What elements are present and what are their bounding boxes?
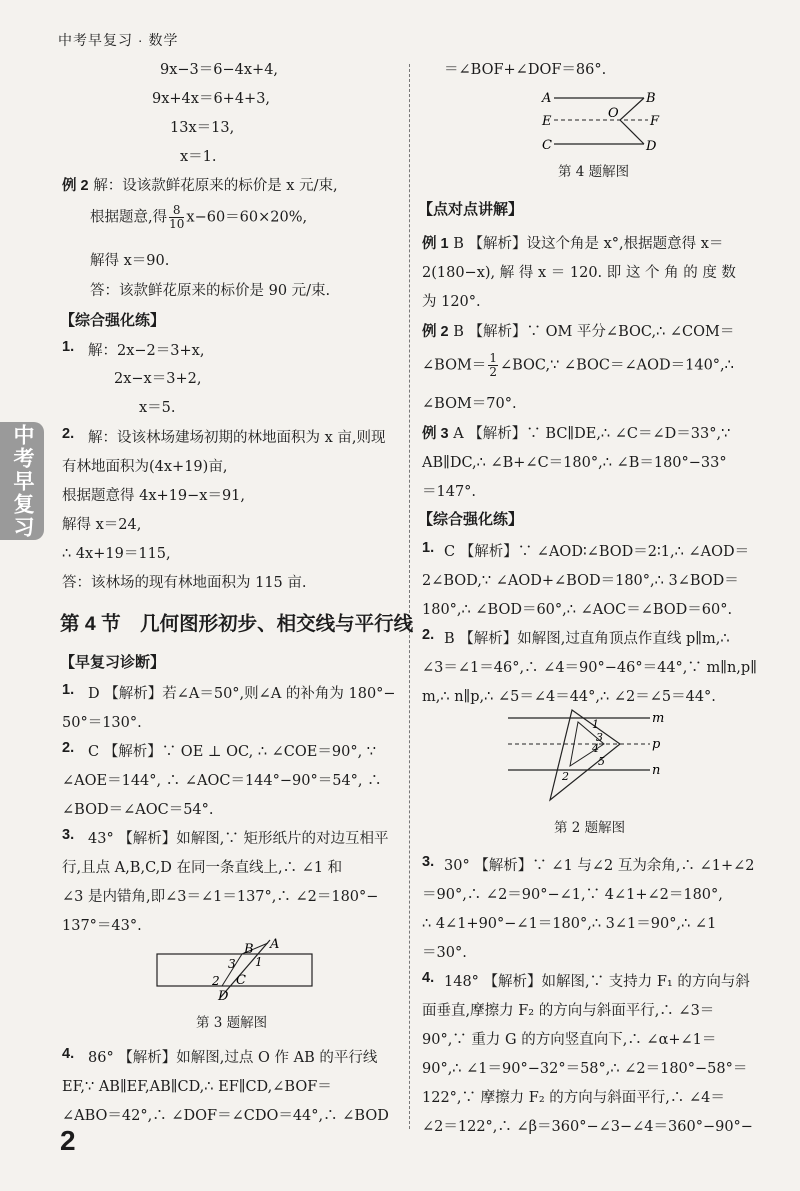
p2-line: ∠BOD＝∠AOC＝54°. — [62, 802, 214, 818]
angle-BOD — [620, 98, 644, 144]
p4-line: 86° 【解析】如解图,过点 O 作 AB 的平行线 — [88, 1050, 378, 1066]
e1-line: B 【解析】设这个角是 x°,根据题意得 x＝ — [453, 236, 724, 252]
e1-line: 2(180−x), 解 得 x ＝ 120. 即 这 个 角 的 度 数 — [422, 265, 736, 281]
fraction-denominator: 10 — [169, 217, 185, 231]
s4-line: 面垂直,摩擦力 F₂ 的方向与斜面平行,∴ ∠3＝ — [422, 1003, 715, 1019]
eq-prefix: ∠BOM＝ — [422, 357, 487, 374]
eq-line: 9x+4x＝6+4+3, — [152, 91, 271, 107]
question-number: 1. — [422, 540, 435, 556]
p1-line: D 【解析】若∠A＝50°,则∠A 的补角为 180°− — [88, 686, 396, 702]
example-2 — [422, 320, 734, 341]
p2-line: C 【解析】∵ OE ⊥ OC, ∴ ∠COE＝90°, ∵ — [88, 744, 377, 760]
label-C: C — [236, 973, 246, 988]
label-A: A — [270, 938, 280, 952]
p3-line: 43° 【解析】如解图,∵ 矩形纸片的对边互相平 — [88, 831, 389, 847]
label-C: C — [542, 138, 552, 153]
page-number: 2 — [60, 1125, 76, 1156]
solution-line: 解得 x＝90. — [90, 253, 170, 269]
s1-line: C 【解析】∵ ∠AOD∶∠BOD＝2∶1,∴ ∠AOD＝ — [444, 544, 750, 560]
question-number: 1. — [62, 682, 75, 698]
label-2: 2 — [562, 770, 569, 783]
q2-line: 根据题意得 4x+19−x＝91, — [62, 488, 245, 504]
fraction — [169, 204, 184, 231]
eq-prefix: 根据题意,得 — [90, 209, 168, 226]
figure-caption: 第 4 题解图 — [558, 164, 630, 180]
question-number: 2. — [422, 627, 435, 643]
e3-line: ＝147°. — [422, 484, 477, 500]
label-A: A — [542, 91, 552, 106]
s4-line: 90°,∴ ∠1＝90°−32°＝58°,∴ ∠2＝180°−58°＝ — [422, 1061, 748, 1077]
side-tab: 中考早复习 — [0, 422, 44, 540]
fraction-denominator: 2 — [489, 365, 497, 379]
label-2: 2 — [212, 974, 220, 988]
example-3 — [422, 422, 730, 443]
figure-caption: 第 2 题解图 — [554, 820, 626, 836]
question-number: 1. — [62, 339, 75, 355]
label-B: B — [244, 942, 254, 957]
question-number: 4. — [62, 1046, 75, 1062]
example-2 — [62, 174, 338, 195]
s1-line: 2∠BOD,∵ ∠AOD+∠BOD＝180°,∴ 3∠BOD＝ — [422, 573, 739, 589]
example-label: 例 1 — [422, 236, 449, 252]
figure-q3 — [152, 938, 322, 1008]
p4-line: ∠ABO＝42°,∴ ∠DOF＝∠CDO＝44°,∴ ∠BOD — [62, 1108, 389, 1124]
s3-line: ＝30°. — [422, 945, 467, 961]
figure-q4 — [540, 88, 670, 156]
p4-line: EF,∵ AB∥EF,AB∥CD,∴ EF∥CD,∠BOF＝ — [62, 1079, 332, 1095]
label-p: p — [652, 737, 661, 752]
column-divider — [409, 64, 411, 1129]
q2-line: 答：该林场的现有林地面积为 115 亩. — [62, 575, 307, 591]
e2-equation — [422, 352, 734, 379]
q2-line: ∴ 4x+19＝115, — [62, 546, 171, 562]
r-line: ＝∠BOF+∠DOF＝86°. — [444, 62, 607, 78]
s4-line: 122°,∵ 摩擦力 F₂ 的方向与斜面平行,∴ ∠4＝ — [422, 1090, 725, 1106]
s2-line: B 【解析】如解图,过直角顶点作直线 p∥m,∴ — [444, 631, 730, 647]
section-title: 第 4 节 几何图形初步、相交线与平行线 — [60, 613, 414, 635]
label-B: B — [646, 91, 656, 106]
e3-line: A 【解析】∵ BC∥DE,∴ ∠C＝∠D＝33°,∵ — [453, 426, 731, 442]
s4-line: 148° 【解析】如解图,∵ 支持力 F₁ 的方向与斜 — [444, 974, 750, 990]
eq-line: x＝1. — [180, 149, 217, 165]
q2-line: 解：设该林场建场初期的林地面积为 x 亩,则现 — [88, 430, 386, 446]
e2-line: ∠BOM＝70°. — [422, 396, 517, 412]
p3-line: 行,且点 A,B,C,D 在同一条直线上,∴ ∠1 和 — [62, 860, 343, 876]
page-header: 中考早复习 · 数学 — [58, 32, 179, 48]
example-label: 例 2 — [422, 324, 449, 340]
example-equation — [90, 204, 307, 231]
figure-caption: 第 3 题解图 — [196, 1015, 268, 1031]
e1-line: 为 120°. — [422, 294, 481, 310]
q1-line: 2x−x＝3+2, — [114, 371, 202, 387]
q1-line: 解：2x−2＝3+x, — [88, 343, 205, 359]
example-label: 例 2 — [62, 178, 89, 194]
q2-line: 解得 x＝24, — [62, 517, 142, 533]
label-n: n — [652, 763, 661, 778]
e3-line: AB∥DC,∴ ∠B+∠C＝180°,∴ ∠B＝180°−33° — [422, 455, 727, 471]
label-3: 3 — [596, 731, 603, 744]
question-number: 2. — [62, 740, 75, 756]
label-E: E — [542, 114, 552, 129]
q2-line: 有林地面积为(4x+19)亩, — [62, 459, 228, 475]
label-D: D — [218, 989, 229, 1004]
label-D: D — [646, 139, 657, 154]
label-m: m — [652, 711, 665, 726]
s3-line: ∴ 4∠1+90°−∠1＝180°,∴ 3∠1＝90°,∴ ∠1 — [422, 916, 717, 932]
figure-q2 — [500, 708, 670, 808]
p1-line: 50°＝130°. — [62, 715, 142, 731]
p2-line: ∠AOE＝144°, ∴ ∠AOC＝144°−90°＝54°, ∴ — [62, 773, 382, 789]
q1-line: x＝5. — [139, 400, 176, 416]
s2-line: m,∴ n∥p,∴ ∠5＝∠4＝44°,∴ ∠2＝∠5＝44°. — [422, 689, 716, 705]
example-label: 例 3 — [422, 426, 449, 442]
p3-line: 137°＝43°. — [62, 918, 142, 934]
question-number: 3. — [62, 827, 75, 843]
lecture-title: 【点对点讲解】 — [418, 201, 524, 218]
label-F: F — [650, 114, 660, 129]
s4-line: 90°,∵ 重力 G 的方向竖直向下,∴ ∠α+∠1＝ — [422, 1032, 717, 1048]
question-number: 2. — [62, 426, 75, 442]
fraction-numerator: 8 — [169, 204, 184, 218]
eq-suffix: x−60＝60×20%, — [186, 209, 308, 226]
e2-line: B 【解析】∵ OM 平分∠BOC,∴ ∠COM＝ — [453, 324, 735, 340]
question-number: 3. — [422, 854, 435, 870]
eq-line: 13x＝13, — [170, 120, 235, 136]
diagnosis-title: 【早复习诊断】 — [60, 654, 166, 671]
label-5: 5 — [598, 755, 605, 768]
label-1: 1 — [255, 955, 263, 969]
triangle — [550, 710, 620, 800]
label-1: 1 — [592, 718, 599, 731]
s3-line: ＝90°,∴ ∠2＝90°−∠1,∵ 4∠1+∠2＝180°, — [422, 887, 723, 903]
s1-line: 180°,∴ ∠BOD＝60°,∴ ∠AOC＝∠BOD＝60°. — [422, 602, 733, 618]
example-1 — [422, 232, 723, 253]
drill-title: 【综合强化练】 — [60, 312, 166, 329]
s4-line: ∠2＝122°,∴ ∠β＝360°−∠3−∠4＝360°−90°− — [422, 1119, 753, 1135]
label-O: O — [608, 106, 619, 121]
fraction — [488, 352, 498, 379]
label-4: 4 — [592, 742, 599, 755]
s3-line: 30° 【解析】∵ ∠1 与∠2 互为余角,∴ ∠1+∠2 — [444, 858, 755, 874]
eq-suffix: ∠BOC,∵ ∠BOC＝∠AOD＝140°,∴ — [499, 357, 734, 374]
p3-line: ∠3 是内错角,即∠3＝∠1＝137°,∴ ∠2＝180°− — [62, 889, 379, 905]
label-3: 3 — [228, 957, 236, 971]
fraction-numerator: 1 — [489, 351, 497, 365]
question-number: 4. — [422, 970, 435, 986]
drill-title: 【综合强化练】 — [418, 511, 524, 528]
eq-line: 9x−3＝6−4x+4, — [160, 62, 279, 78]
example-text: 解：设该款鲜花原来的标价是 x 元/束, — [93, 178, 338, 194]
answer-line: 答：该款鲜花原来的标价是 90 元/束. — [90, 283, 331, 299]
s2-line: ∠3＝∠1＝46°,∴ ∠4＝90°−46°＝44°,∵ m∥n,p∥ — [422, 660, 757, 676]
